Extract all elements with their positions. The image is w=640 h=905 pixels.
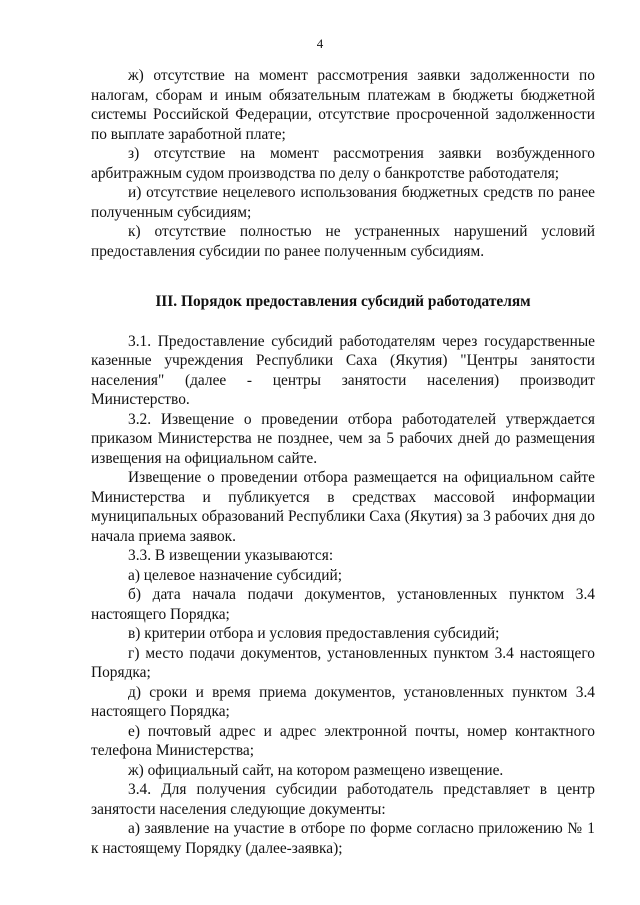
paragraph-3-4: 3.4. Для получения субсидии работодатель представляет в центр занятости населения следующие документы: (91, 781, 595, 818)
paragraph-3-1: 3.1. Предоставление субсидий работодателям через государственные казенные учреждения Республики Саха (Якутия) "Центры занятости населения" (далее - центры занятости населения) производит Министерство. (91, 332, 595, 408)
paragraph-3-2: 3.2. Извещение о проведении отбора работодателей утверждается приказом Министерства не позднее, чем за 5 рабочих дней до размещения извещения на официальном сайте. (91, 410, 595, 467)
paragraph-3-3: 3.3. В извещении указываются: (128, 547, 334, 564)
paragraph-zh: ж) отсутствие на момент рассмотрения заявки задолженности по налогам, сборам и иным обязательным платежам в бюджеты бюджетной системы Российской Федерации, отсутствие просроченной задолженности по выплате заработной плате; (91, 67, 595, 143)
paragraph-3-3-a: а) целевое назначение субсидий; (128, 566, 343, 584)
paragraph-k: к) отсутствие полностью не устраненных нарушений условий предоставления субсидии по ранее полученным субсидиям. (91, 223, 595, 260)
paragraph-3-3-d: д) сроки и время приема документов, установленных пунктом 3.4 настоящего Порядка; (91, 683, 595, 720)
paragraph-3-2-notice: Извещение о проведении отбора размещается на официальном сайте Министерства и публикуется в средствах массовой информации муниципальных образований Республики Саха (Якутия) за 3 рабочих дня до начала приема заявок. (91, 469, 595, 545)
paragraph-3-3-zh: ж) официальный сайт, на котором размещено извещение. (128, 761, 504, 779)
document-body (91, 66, 595, 858)
page-number: 4 (316, 36, 324, 51)
paragraph-3-3-v: в) критерии отбора и условия предоставления субсидий; (128, 625, 500, 642)
paragraph-i: и) отсутствие нецелевого использования бюджетных средств по ранее полученным субсидиям; (91, 184, 595, 221)
paragraph-3-4-a: а) заявление на участие в отборе по форме согласно приложению № 1 к настоящему Порядку (далее-заявка); (91, 820, 595, 857)
paragraph-3-3-e: е) почтовый адрес и адрес электронной почты, номер контактного телефона Министерства; (91, 722, 595, 759)
paragraph-3-3-b: б) дата начала подачи документов, установленных пунктом 3.4 настоящего Порядка; (91, 586, 595, 623)
paragraph-z: з) отсутствие на момент рассмотрения заявки возбужденного арбитражным судом производства по делу о банкротстве работодателя; (91, 145, 595, 182)
paragraph-3-3-g: г) место подачи документов, установленных пунктом 3.4 настоящего Порядка; (91, 644, 595, 681)
section-heading: III. Порядок предоставления субсидий работодателям (155, 293, 531, 310)
